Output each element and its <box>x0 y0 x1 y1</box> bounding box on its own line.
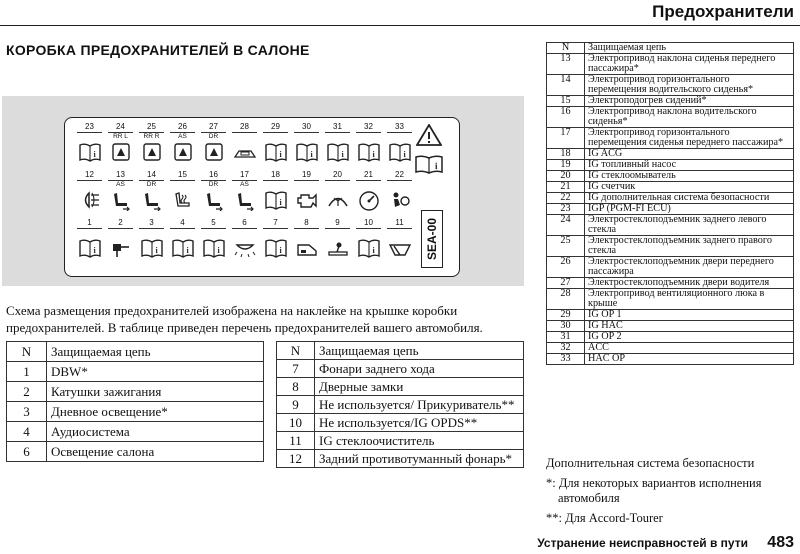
fuse-slot-tag <box>106 229 135 237</box>
book-icon <box>357 237 381 259</box>
table-row <box>7 422 264 442</box>
fuse-number: 29 <box>547 310 585 321</box>
table-row <box>7 442 264 462</box>
protected-circuit: IG дополнительная система безопасности <box>585 193 794 204</box>
protected-circuit: Электропривод наклона водительского сиденья* <box>585 107 794 128</box>
fuse-slot <box>168 218 197 259</box>
fuse-slot <box>354 122 383 163</box>
fuse-slot-number: 29 <box>271 122 280 131</box>
fuse-slot-tag <box>292 229 321 237</box>
seat-adjust-icon <box>233 189 257 211</box>
fuse-slot <box>261 122 290 163</box>
book-icon <box>264 237 288 259</box>
fuse-number: 33 <box>547 354 585 365</box>
svg-text:i: i <box>341 150 344 159</box>
table-row <box>547 321 794 332</box>
protected-circuit: IG счетчик <box>585 182 794 193</box>
fuse-row-middle <box>75 170 416 211</box>
table-row <box>547 343 794 354</box>
table-row <box>547 160 794 171</box>
fuse-slot-number: 1 <box>87 218 92 227</box>
seat-heat-icon <box>171 141 195 163</box>
fuse-slot <box>230 122 259 163</box>
fuse-slot-number: 3 <box>149 218 154 227</box>
protected-circuit: Не используется/IG OPDS** <box>315 414 524 432</box>
seat-heat-icon <box>109 141 133 163</box>
fuse-number: 3 <box>7 402 47 422</box>
fuse-slot <box>137 170 166 211</box>
fuse-slot-number: 31 <box>333 122 342 131</box>
sunroof-icon <box>233 141 257 163</box>
fuse-number: 14 <box>547 75 585 96</box>
svg-text:i: i <box>93 150 96 159</box>
fuse-slot <box>199 122 228 163</box>
fuse-slot-tag <box>261 181 290 189</box>
book-icon <box>326 141 350 163</box>
fuse-table-left <box>6 341 264 462</box>
fuse-number: 17 <box>547 128 585 149</box>
table-row <box>547 310 794 321</box>
part-code-label: SEA-00 <box>421 210 443 268</box>
protected-circuit: Электростеклоподъемник заднего правого стекла <box>585 236 794 257</box>
header-divider <box>0 25 800 26</box>
fuse-slot-number: 11 <box>395 218 404 227</box>
fuse-slot <box>323 170 352 211</box>
book-icon <box>78 141 102 163</box>
ignition-coil-icon <box>109 237 133 259</box>
fuse-slot-number: 8 <box>304 218 309 227</box>
table-header-row <box>7 342 264 362</box>
svg-text:i: i <box>435 161 438 171</box>
fuse-slot <box>385 170 414 211</box>
seat-adjust-icon <box>109 189 133 211</box>
fuse-slot <box>168 170 197 211</box>
book-icon <box>202 237 226 259</box>
book-icon <box>357 141 381 163</box>
fuse-slot-number: 26 <box>178 122 187 131</box>
washer-icon <box>326 189 350 211</box>
fuse-slot <box>261 170 290 211</box>
fuse-number: 32 <box>547 343 585 354</box>
fuse-number: 9 <box>277 396 315 414</box>
protected-circuit: Электростеклоподъемник двери переднего пассажира <box>585 257 794 278</box>
fuse-number: 12 <box>277 450 315 468</box>
fuse-slot-tag <box>199 229 228 237</box>
table-row <box>277 432 524 450</box>
fuse-slot-number: 23 <box>85 122 94 131</box>
table-row <box>547 354 794 365</box>
fuse-slot-number: 27 <box>209 122 218 131</box>
table-row <box>547 54 794 75</box>
fuse-slot-tag <box>261 133 290 141</box>
svg-text:i: i <box>186 246 189 255</box>
protected-circuit: Электростеклоподъемник заднего левого стекла <box>585 215 794 236</box>
manual-book-icon <box>407 154 451 174</box>
fuse-slot-number: 13 <box>116 170 125 179</box>
fuse-number: 19 <box>547 160 585 171</box>
wiper-icon <box>388 237 412 259</box>
protected-circuit: Фонари заднего хода <box>315 360 524 378</box>
fuse-row-bottom <box>75 218 416 259</box>
fuse-number: 26 <box>547 257 585 278</box>
fuse-slot-tag <box>323 229 352 237</box>
fuse-slot <box>199 170 228 211</box>
footnotes <box>546 456 796 531</box>
fuse-slot-number: 4 <box>180 218 185 227</box>
fuse-slot <box>199 218 228 259</box>
seat-adjust-icon <box>140 189 164 211</box>
column-header-circuit: Защищаемая цепь <box>315 342 524 360</box>
fuse-slot-number: 2 <box>118 218 123 227</box>
fuse-number: 2 <box>7 382 47 402</box>
protected-circuit: Электроподогрев сидений* <box>585 96 794 107</box>
fuse-number: 31 <box>547 332 585 343</box>
table-row <box>547 182 794 193</box>
book-icon <box>171 237 195 259</box>
table-row <box>277 360 524 378</box>
protected-circuit: IG OP 2 <box>585 332 794 343</box>
table-row <box>277 450 524 468</box>
column-header-circuit: Защищаемая цепь <box>47 342 264 362</box>
table-row <box>277 378 524 396</box>
table-row <box>7 402 264 422</box>
fuse-number: 30 <box>547 321 585 332</box>
book-icon <box>264 141 288 163</box>
fuse-number: 11 <box>277 432 315 450</box>
book-icon <box>264 189 288 211</box>
column-header-number: N <box>277 342 315 360</box>
svg-text:i: i <box>372 246 375 255</box>
seat-heat-icon <box>140 141 164 163</box>
fuse-slot <box>292 170 321 211</box>
svg-text:i: i <box>310 150 313 159</box>
fuse-slot <box>106 122 135 163</box>
protected-circuit: IG стеклоомыватель <box>585 171 794 182</box>
warning-triangle-icon <box>407 124 451 146</box>
column-header-circuit: Защищаемая цепь <box>585 43 794 54</box>
fuse-number: 4 <box>7 422 47 442</box>
protected-circuit: IGP (PGM-FI ECU) <box>585 204 794 215</box>
svg-text:i: i <box>279 150 282 159</box>
seat-heater-icon <box>171 189 195 211</box>
fuse-number: 15 <box>547 96 585 107</box>
svg-text:i: i <box>93 246 96 255</box>
fuse-slot <box>292 218 321 259</box>
svg-text:i: i <box>155 246 158 255</box>
protected-circuit: Электропривод горизонтального перемещения сиденья переднего пассажира* <box>585 128 794 149</box>
fuse-slot <box>137 122 166 163</box>
fuse-slot-tag: RR L <box>113 133 128 140</box>
fuse-number: 22 <box>547 193 585 204</box>
table-row <box>547 149 794 160</box>
fuse-slot-tag <box>292 133 321 141</box>
fuse-slot-tag <box>75 133 104 141</box>
fuse-slot-number: 20 <box>333 170 342 179</box>
fuse-number: 7 <box>277 360 315 378</box>
table-row <box>547 289 794 310</box>
protected-circuit: Не используется/ Прикуриватель** <box>315 396 524 414</box>
protected-circuit: Задний противотуманный фонарь* <box>315 450 524 468</box>
fuse-slot <box>168 122 197 163</box>
protected-circuit: DBW* <box>47 362 264 382</box>
table-header-row <box>277 342 524 360</box>
note-srs: Дополнительная система безопасности <box>546 456 755 470</box>
table-row <box>547 332 794 343</box>
book-icon <box>295 141 319 163</box>
fuse-number: 27 <box>547 278 585 289</box>
fuse-slot-tag <box>261 229 290 237</box>
protected-circuit: Электропривод вентиляционного люка в крыше <box>585 289 794 310</box>
fuse-slot-number: 17 <box>240 170 249 179</box>
fuse-slot-number: 21 <box>364 170 373 179</box>
table-row <box>547 215 794 236</box>
fuse-number: 25 <box>547 236 585 257</box>
protected-circuit: Электропривод горизонтального перемещения водительского сиденья* <box>585 75 794 96</box>
description-text: Схема размещения предохранителей изображена на наклейке на крышке коробки предохранителей. В таблице приведен перечень предохранителей вашего автомобиля. <box>6 303 483 335</box>
fuse-slot-tag <box>354 181 383 189</box>
protected-circuit: Дверные замки <box>315 378 524 396</box>
door-lock-icon <box>295 237 319 259</box>
fuse-slot <box>230 170 259 211</box>
fuse-slot <box>354 170 383 211</box>
svg-text:i: i <box>403 150 406 159</box>
fuse-slot-tag <box>292 181 321 189</box>
svg-text:i: i <box>279 246 282 255</box>
seat-adjust-icon <box>202 189 226 211</box>
fuse-slot-number: 30 <box>302 122 311 131</box>
fuse-slot-tag <box>385 229 414 237</box>
protected-circuit: IG топливный насос <box>585 160 794 171</box>
svg-text:i: i <box>279 198 282 207</box>
fuse-slot-number: 9 <box>335 218 340 227</box>
fuse-slot <box>106 170 135 211</box>
fuse-slot-tag: RR R <box>143 133 160 140</box>
fuse-slot-tag: DR <box>208 181 219 188</box>
table-row <box>277 396 524 414</box>
fuse-slot-tag: DR <box>208 133 219 140</box>
table-row <box>277 414 524 432</box>
fuse-number: 6 <box>7 442 47 462</box>
table-row <box>547 96 794 107</box>
protected-circuit: Освещение салона <box>47 442 264 462</box>
table-header-row <box>547 43 794 54</box>
fuse-slot-tag: DR <box>146 181 157 188</box>
table-row <box>547 171 794 182</box>
airbag-icon <box>388 189 412 211</box>
fuse-slot-tag <box>323 133 352 141</box>
fuse-slot-number: 7 <box>273 218 278 227</box>
fuse-box-diagram <box>64 117 460 277</box>
fuse-slot-number: 32 <box>364 122 373 131</box>
protected-circuit: Электропривод наклона сиденья переднего пассажира* <box>585 54 794 75</box>
table-row <box>547 107 794 128</box>
column-header-number: N <box>547 43 585 54</box>
fuse-slot-number: 6 <box>242 218 247 227</box>
fuse-slot-tag: AS <box>178 133 187 140</box>
fuse-slot <box>323 122 352 163</box>
protected-circuit: IG OP 1 <box>585 310 794 321</box>
table-row <box>547 75 794 96</box>
fuse-slot-number: 12 <box>85 170 94 179</box>
fuse-slot-number: 16 <box>209 170 218 179</box>
fuse-slot-tag <box>168 181 197 189</box>
fuse-slot-tag <box>354 133 383 141</box>
fuse-number: 24 <box>547 215 585 236</box>
fuse-slot <box>75 218 104 259</box>
fuse-slot-number: 5 <box>211 218 216 227</box>
page-number: 483 <box>767 534 794 551</box>
protected-circuit: IG ACG <box>585 149 794 160</box>
book-icon <box>140 237 164 259</box>
fuse-table-middle <box>276 341 524 468</box>
fog-light-icon <box>78 189 102 211</box>
svg-text:i: i <box>217 246 220 255</box>
side-icons <box>407 124 451 174</box>
protected-circuit: Аудиосистема <box>47 422 264 442</box>
fuse-slot-tag <box>354 229 383 237</box>
fuse-slot-tag <box>385 181 414 189</box>
dome-light-icon <box>233 237 257 259</box>
fuse-slot-tag <box>137 229 166 237</box>
fuse-slot-number: 24 <box>116 122 125 131</box>
fuse-slot-tag <box>230 133 259 141</box>
fuse-slot <box>106 218 135 259</box>
fuse-slot-tag <box>168 229 197 237</box>
fuse-slot-tag: AS <box>240 181 249 188</box>
book-icon <box>78 237 102 259</box>
fuse-number: 21 <box>547 182 585 193</box>
fuse-slot <box>75 122 104 163</box>
fuse-slot-tag: AS <box>116 181 125 188</box>
fuse-number: 16 <box>547 107 585 128</box>
fuse-number: 13 <box>547 54 585 75</box>
fuse-slot-number: 25 <box>147 122 156 131</box>
fuse-slot-tag <box>75 229 104 237</box>
fuse-number: 1 <box>7 362 47 382</box>
protected-circuit: Катушки зажигания <box>47 382 264 402</box>
svg-text:i: i <box>372 150 375 159</box>
note-single-star: *: Для некоторых вариантов исполнения автомобиля <box>546 476 762 505</box>
fuse-slot <box>75 170 104 211</box>
fuse-number: 28 <box>547 289 585 310</box>
fuse-number: 20 <box>547 171 585 182</box>
fuse-slot-number: 19 <box>302 170 311 179</box>
fuse-slot <box>261 218 290 259</box>
table-row <box>547 236 794 257</box>
fuse-slot <box>137 218 166 259</box>
fuse-number: 10 <box>277 414 315 432</box>
table-row <box>547 204 794 215</box>
protected-circuit: HAC OP <box>585 354 794 365</box>
section-title: КОРОБКА ПРЕДОХРАНИТЕЛЕЙ В САЛОНЕ <box>6 42 310 58</box>
table-row <box>547 193 794 204</box>
fuse-slot-tag <box>75 181 104 189</box>
protected-circuit: Электростеклоподъемник двери водителя <box>585 278 794 289</box>
fuse-slot-number: 33 <box>395 122 404 131</box>
fuse-row-top <box>75 122 416 163</box>
fuse-number: 18 <box>547 149 585 160</box>
protected-circuit: Дневное освещение* <box>47 402 264 422</box>
fuse-number: 8 <box>277 378 315 396</box>
table-row <box>7 382 264 402</box>
fuse-slot-number: 28 <box>240 122 249 131</box>
protected-circuit: ACC <box>585 343 794 354</box>
fuse-table-right <box>546 42 794 365</box>
fuse-slot <box>323 218 352 259</box>
table-row <box>547 128 794 149</box>
table-row <box>547 257 794 278</box>
protected-circuit: IG HAC <box>585 321 794 332</box>
fuse-slot-number: 22 <box>395 170 404 179</box>
table-row <box>7 362 264 382</box>
fuse-slot-tag <box>323 181 352 189</box>
footer-section-title: Устранение неисправностей в пути <box>537 536 748 550</box>
gauge-icon <box>357 189 381 211</box>
page-header-title: Предохранители <box>652 2 794 21</box>
protected-circuit: IG стеклоочиститель <box>315 432 524 450</box>
fuse-slot <box>292 122 321 163</box>
fuse-slot-number: 10 <box>364 218 373 227</box>
engine-icon <box>295 189 319 211</box>
column-header-number: N <box>7 342 47 362</box>
note-double-star: **: Для Accord-Tourer <box>546 511 663 525</box>
fuse-slot-number: 14 <box>147 170 156 179</box>
fuse-slot <box>385 218 414 259</box>
fuse-slot-tag <box>230 229 259 237</box>
cigarette-lighter-icon <box>326 237 350 259</box>
fuse-slot-number: 15 <box>178 170 187 179</box>
fuse-number: 23 <box>547 204 585 215</box>
seat-heat-icon <box>202 141 226 163</box>
table-row <box>547 278 794 289</box>
fuse-slot <box>354 218 383 259</box>
fuse-slot-number: 18 <box>271 170 280 179</box>
fuse-slot <box>230 218 259 259</box>
